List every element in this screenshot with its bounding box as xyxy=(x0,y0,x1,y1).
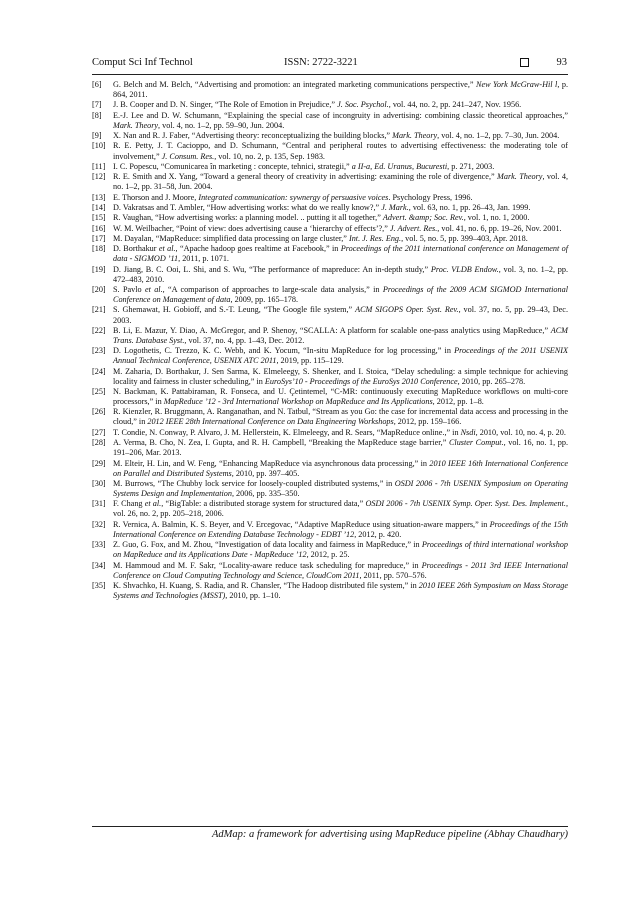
reference-item xyxy=(92,428,568,438)
reference-text: , vol. 44, no. 2, pp. 241–247, Nov. 1956. xyxy=(388,100,522,110)
reference-venue: MapReduce ’12 - 3rd International Workshop on MapReduce and Its Applications xyxy=(163,397,433,407)
reference-item xyxy=(92,193,568,203)
reference-text: D. Jiang, B. C. Ooi, L. Shi, and S. Wu, “The performance of mapreduce: An in-depth study,” xyxy=(113,264,431,274)
reference-number: [10] xyxy=(92,141,106,151)
reference-number: [11] xyxy=(92,161,106,171)
reference-number: [14] xyxy=(92,202,106,212)
reference-text: , p. 864, 2011. xyxy=(113,80,569,100)
reference-text: , 2012, p. 420. xyxy=(354,529,402,539)
reference-text: , 2010, pp. 397–405. xyxy=(231,468,300,478)
reference-venue: et al. xyxy=(144,285,163,295)
reference-venue: 2010 IEEE 26th Symposium on Mass Storage Systems and Technologies (MSST) xyxy=(113,580,568,600)
reference-text: , 2010, vol. 10, no. 4, p. 20. xyxy=(475,427,566,437)
reference-text: R. E. Petty, J. T. Cacioppo, and D. Schumann, “Central and peripheral routes to advertising effectiveness: the moderating tole of involvement,” xyxy=(113,141,568,161)
reference-item xyxy=(92,520,568,540)
reference-venue: 2012 IEEE 28th International Conference on Data Engineering Workshops xyxy=(147,417,394,427)
reference-number: [22] xyxy=(92,325,106,335)
page-number: 93 xyxy=(556,57,567,68)
reference-venue: Mark. Theory xyxy=(113,120,159,130)
reference-text: , vol. 37, no. 4, pp. 1–43, Dec. 2012. xyxy=(184,335,305,345)
reference-text: M. Burrows, “The Chubby lock service for loosely-coupled distributed systems,” in xyxy=(113,478,395,488)
reference-text: , vol. 63, no. 1, pp. 26–43, Jan. 1999. xyxy=(408,202,531,212)
page-header xyxy=(92,57,567,73)
reference-item xyxy=(92,346,568,366)
reference-text: , vol. 5, no. 5, pp. 399–403, Apr. 2018. xyxy=(401,233,528,243)
reference-text: M. Dayalan, “MapReduce: simplified data processing on large cluster,” xyxy=(113,233,349,243)
reference-number: [27] xyxy=(92,427,106,437)
reference-text: D. Borthakur xyxy=(113,244,159,254)
reference-number: [6] xyxy=(92,80,102,89)
reference-number: [34] xyxy=(92,560,106,570)
reference-text: S. Ghemawat, H. Gobioff, and S.-T. Leung, “The Google file system,” xyxy=(113,305,356,315)
reference-item xyxy=(92,244,568,264)
reference-text: , “A comparison of approaches to large-scale data analysis,” in xyxy=(162,285,383,295)
running-footer: AdMap: a framework for advertising using MapReduce pipeline (Abhay Chaudhary) xyxy=(211,829,568,840)
reference-venue: Proceedings of the 2011 USENIX Annual Technical Conference, USENIX ATC 2011 xyxy=(113,346,568,366)
reference-item xyxy=(92,438,568,458)
reference-venue: EuroSys’10 - Proceedings of the EuroSys 2010 Conference xyxy=(264,376,458,386)
reference-text: E. Thorson and J. Moore, xyxy=(113,192,199,202)
issn-label: ISSN: 2722-3221 xyxy=(284,57,358,68)
reference-text: , 2010, pp. 1–10. xyxy=(225,590,281,600)
reference-text: K. Shvachko, H. Kuang, S. Radia, and R. Chansler, “The Hadoop distributed file system,” in xyxy=(113,580,419,590)
reference-venue: J. Mark. xyxy=(381,202,409,212)
reference-venue: Proceedings of third international workshop on MapReduce and its Applications Date - MapReduce ’12 xyxy=(113,540,568,560)
reference-venue: Nsdi xyxy=(460,427,476,437)
reference-venue: Cluster Comput. xyxy=(448,438,504,448)
reference-text: , “BigTable: a distributed storage system for structured data,” xyxy=(161,499,366,509)
reference-item xyxy=(92,172,568,192)
reference-text: , vol. 37, no. 5, pp. 29–43, Dec. 2003. xyxy=(113,305,568,325)
reference-item xyxy=(92,407,568,427)
reference-text: Z. Guo, G. Fox, and M. Zhou, “Investigation of data locality and fairness in MapReduce,” in xyxy=(113,540,422,550)
reference-text: M. Zaharia, D. Borthakur, J. Sen Sarma, K. Elmeleegy, S. Shenker, and I. Stoica, “Delay scheduling: a simple technique for achieving locality and fairness in cluster scheduling,” in xyxy=(113,366,568,386)
reference-item xyxy=(92,285,568,305)
reference-item xyxy=(92,131,568,141)
reference-text: M. Elteir, H. Lin, and W. Feng, “Enhancing MapReduce via asynchronous data processing,” in xyxy=(113,458,430,468)
reference-item xyxy=(92,540,568,560)
reference-number: [8] xyxy=(92,110,102,120)
reference-text: , vol. 10, no. 2, p. 135, Sep. 1983. xyxy=(214,151,325,161)
reference-item xyxy=(92,203,568,213)
header-divider xyxy=(92,74,568,75)
reference-text: , 2011, pp. 570–576. xyxy=(359,570,427,580)
reference-text: A. Verma, B. Cho, N. Zea, I. Gupta, and R. H. Campbell, “Breaking the MapReduce stage barrier,” xyxy=(113,438,449,448)
reference-number: [33] xyxy=(92,540,106,550)
reference-number: [19] xyxy=(92,264,106,274)
reference-item xyxy=(92,213,568,223)
reference-text: S. Pavlo xyxy=(113,285,145,295)
reference-text: , 2011, p. 1071. xyxy=(178,254,229,264)
reference-venue: Proceedings of the 2011 international conference on Management of data - SIGMOD ’11 xyxy=(113,244,568,264)
reference-text: R. Kienzler, R. Bruggmann, A. Ranganathan, and N. Tatbul, “Stream as you Go: the case for incremental data access and processing in the cloud,” in xyxy=(113,407,568,427)
reference-text: R. Vernica, A. Balmin, K. S. Beyer, and V. Ercegovac, “Adaptive MapReduce using situation-aware mappers,” in xyxy=(113,519,490,529)
footer-divider xyxy=(92,826,568,827)
reference-venue: a II-a, Ed. Uranus, Bucuresti xyxy=(351,161,448,171)
reference-text: D. Vakratsas and T. Ambler, “How advertising works: what do we really know?,” xyxy=(113,202,382,212)
reference-text: , 2009, pp. 165–178. xyxy=(230,295,299,305)
reference-venue: New York McGraw-Hil l xyxy=(476,80,558,89)
reference-venue: ACM Trans. Database Syst. xyxy=(113,325,568,345)
reference-item xyxy=(92,479,568,499)
reference-venue: Proceedings - 2011 3rd IEEE International Conference on Cloud Computing Technology and Science, CloudCom 2011 xyxy=(113,560,568,580)
reference-number: [20] xyxy=(92,285,106,295)
reference-item xyxy=(92,234,568,244)
reference-venue: Mark. Theory xyxy=(392,131,438,141)
reference-item xyxy=(92,326,568,346)
reference-number: [25] xyxy=(92,387,106,397)
reference-number: [35] xyxy=(92,580,106,590)
reference-text: , vol. 41, no. 6, pp. 19–26, Nov. 2001. xyxy=(437,223,562,233)
reference-text: T. Condie, N. Conway, P. Alvaro, J. M. Hellerstein, K. Elmeleegy, and R. Sears, “MapReduce online.,” in xyxy=(113,427,461,437)
reference-item xyxy=(92,305,568,325)
reference-text: R. E. Smith and X. Yang, “Toward a general theory of creativity in advertising: examining the role of divergence,” xyxy=(113,172,498,182)
reference-venue: Proc. VLDB Endow. xyxy=(430,264,499,274)
reference-item xyxy=(92,459,568,479)
reference-number: [23] xyxy=(92,346,106,356)
reference-text: M. Hammoud and M. F. Sakr, “Locality-aware reduce task scheduling for mapreduce,” in xyxy=(113,560,422,570)
reference-text: J. B. Cooper and D. N. Singer, “The Role of Emotion in Prejudice,” xyxy=(113,100,338,110)
reference-text: W. M. Weilbacher, “Point of view: does advertising cause a ‘hierarchy of effects’?,” xyxy=(113,223,390,233)
reference-text: E.-J. Lee and D. W. Schumann, “Explaining the special case of incongruity in advertising: combining classic theoretical approaches,” xyxy=(113,110,568,120)
reference-number: [18] xyxy=(92,244,106,254)
reference-item xyxy=(92,387,568,407)
reference-item xyxy=(92,100,568,110)
reference-text: , 2012, pp. 159–166. xyxy=(393,417,462,427)
reference-venue: Advert. &amp; Soc. Rev. xyxy=(382,213,464,223)
reference-venue: et al. xyxy=(158,244,176,254)
reference-text: , 2012, p. 25. xyxy=(306,550,350,560)
reference-number: [17] xyxy=(92,233,106,243)
reference-venue: OSDI 2006 - 7th USENIX Symp. Oper. Syst. Des. Implement. xyxy=(365,499,566,509)
reference-text: , 2012, pp. 1–8. xyxy=(432,397,484,407)
reference-number: [13] xyxy=(92,192,106,202)
reference-venue: J. Consum. Res. xyxy=(161,151,215,161)
reference-venue: Integrated communication: sywnergy of persuasive voices xyxy=(198,192,389,202)
reference-text: X. Nan and R. J. Faber, “Advertising theory: reconceptualizing the building blocks,” xyxy=(113,131,393,141)
reference-number: [24] xyxy=(92,366,106,376)
reference-text: , 2019, pp. 115–129. xyxy=(276,356,344,366)
reference-number: [28] xyxy=(92,438,106,448)
reference-number: [26] xyxy=(92,407,106,417)
reference-text: I. C. Popescu, “Comunicarea în marketing : concepte, tehnici, strategii,” xyxy=(113,161,352,171)
reference-text: N. Backman, K. Pattabiraman, R. Fonseca, and U. Çetintemel, “C-MR: continuously executing MapReduce workflows on multi-core processors,” in xyxy=(113,387,568,407)
reference-text: , “Apache hadoop goes realtime at Facebook,” in xyxy=(175,244,341,254)
reference-number: [16] xyxy=(92,223,106,233)
square-icon xyxy=(520,58,529,67)
reference-number: [30] xyxy=(92,478,106,488)
reference-text: , vol. 4, no. 1–2, pp. 31–58, Jun. 2004. xyxy=(113,172,568,192)
reference-item xyxy=(92,111,568,131)
reference-text: , 2010, pp. 265–278. xyxy=(457,376,526,386)
reference-item xyxy=(92,141,568,161)
reference-number: [15] xyxy=(92,213,106,223)
reference-number: [12] xyxy=(92,172,106,182)
reference-text: R. Vaughan, “How advertising works: a planning model. .. putting it all together,” xyxy=(113,213,383,223)
reference-item xyxy=(92,80,568,100)
reference-text: F. Chang xyxy=(113,499,145,509)
reference-item xyxy=(92,224,568,234)
reference-text: B. Li, E. Mazur, Y. Diao, A. McGregor, and P. Shenoy, “SCALLA: A platform for scalable one-pass analytics using MapReduce,” xyxy=(113,325,551,335)
reference-text: , vol. 3, no. 1–2, pp. 472–483, 2010. xyxy=(113,264,568,284)
reference-venue: Proceedings of the 15th International Conference on Extending Database Technology - EDBT ’12 xyxy=(113,519,568,539)
reference-number: [31] xyxy=(92,499,106,509)
reference-number: [7] xyxy=(92,100,102,110)
reference-venue: Int. J. Res. Eng. xyxy=(348,233,402,243)
reference-text: , 2006, pp. 335–350. xyxy=(231,489,300,498)
reference-text: . Psychology Press, 1996. xyxy=(388,192,473,202)
reference-venue: OSDI 2006 - 7th USENIX Symposium on Operating Systems Design and Implementation xyxy=(113,478,568,498)
reference-number: [21] xyxy=(92,305,106,315)
reference-text: , vol. 1, no. 1, 2000. xyxy=(463,213,530,223)
reference-venue: 2010 IEEE 16th International Conference on Parallel and Distributed Systems xyxy=(113,458,568,478)
reference-item xyxy=(92,265,568,285)
reference-number: [29] xyxy=(92,458,106,468)
reference-venue: Proceedings of the 2009 ACM SIGMOD International Conference on Management of data xyxy=(113,285,568,305)
reference-item xyxy=(92,581,568,601)
reference-item xyxy=(92,499,568,519)
reference-number: [32] xyxy=(92,519,106,529)
reference-text: D. Logothetis, C. Trezzo, K. C. Webb, and K. Yocum, “In-situ MapReduce for log processing,” in xyxy=(113,346,455,356)
reference-number: [9] xyxy=(92,131,102,141)
reference-text: , p. 271, 2003. xyxy=(447,161,495,171)
reference-venue: Mark. Theory xyxy=(497,172,543,182)
reference-text: , vol. 4, no. 1–2, pp. 7–30, Jun. 2004. xyxy=(437,131,560,141)
reference-text: , vol. 16, no. 1, pp. 191–206, Mar. 2013. xyxy=(113,438,568,458)
reference-text: , vol. 26, no. 2, pp. 205–218, 2006. xyxy=(113,499,568,519)
reference-venue: J. Advert. Res. xyxy=(389,223,438,233)
reference-text: , vol. 4, no. 1–2, pp. 59–90, Jun. 2004. xyxy=(158,120,285,130)
journal-name: Comput Sci Inf Technol xyxy=(92,57,193,68)
reference-venue: ACM SIGOPS Oper. Syst. Rev. xyxy=(355,305,459,315)
reference-item xyxy=(92,162,568,172)
reference-venue: et al. xyxy=(144,499,162,509)
reference-text: G. Belch and M. Belch, “Advertising and promotion: an integrated marketing communications perspective,” xyxy=(113,80,476,89)
reference-venue: J. Soc. Psychol. xyxy=(337,100,389,110)
reference-item xyxy=(92,367,568,387)
reference-item xyxy=(92,561,568,581)
reference-list xyxy=(92,80,568,601)
